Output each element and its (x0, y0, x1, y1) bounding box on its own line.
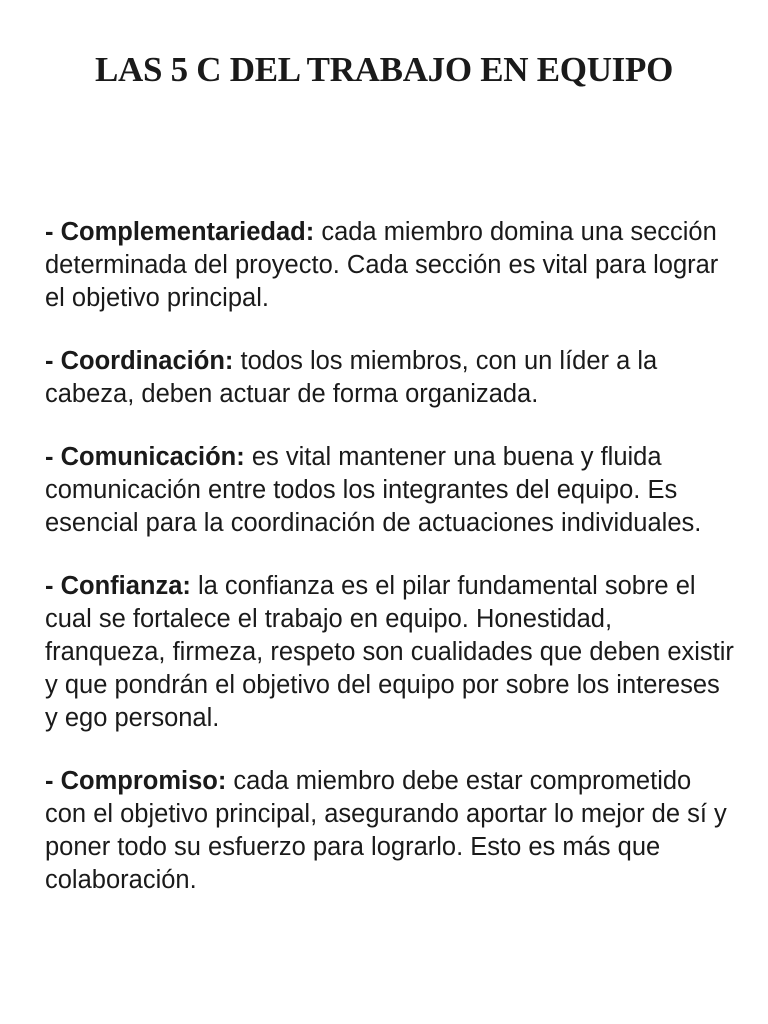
item-confianza (45, 570, 735, 735)
item-description: la confianza es el pilar fundamental sobre el cual se fortalece el trabajo en equipo. Honestidad, franqueza, firmeza, respeto son cualidades que deben existir y que pondrán el objetivo del equipo por sobre los intereses y ego personal. (45, 572, 734, 732)
item-complementariedad (45, 216, 735, 315)
item-compromiso (45, 765, 735, 897)
item-term: - Compromiso: (45, 767, 227, 795)
item-description: todos los miembros, con un líder a la cabeza, deben actuar de forma organizada. (45, 347, 658, 408)
item-description: cada miembro domina una sección determinada del proyecto. Cada sección es vital para lograr el objetivo principal. (45, 218, 719, 312)
item-list (45, 216, 735, 927)
item-term: - Complementariedad: (45, 218, 315, 246)
item-description: es vital mantener una buena y fluida comunicación entre todos los integrantes del equipo. Es esencial para la coordinación de actuaciones individuales. (45, 443, 702, 537)
item-term: - Coordinación: (45, 347, 234, 375)
page-title: LAS 5 C DEL TRABAJO EN EQUIPO (95, 50, 673, 89)
item-description: cada miembro debe estar comprometido con el objetivo principal, asegurando aportar lo mejor de sí y poner todo su esfuerzo para lograrlo. Esto es más que colaboración. (45, 767, 727, 894)
item-term: - Comunicación: (45, 443, 245, 471)
item-coordinacion (45, 345, 735, 411)
item-term: - Confianza: (45, 572, 191, 600)
item-comunicacion (45, 441, 735, 540)
